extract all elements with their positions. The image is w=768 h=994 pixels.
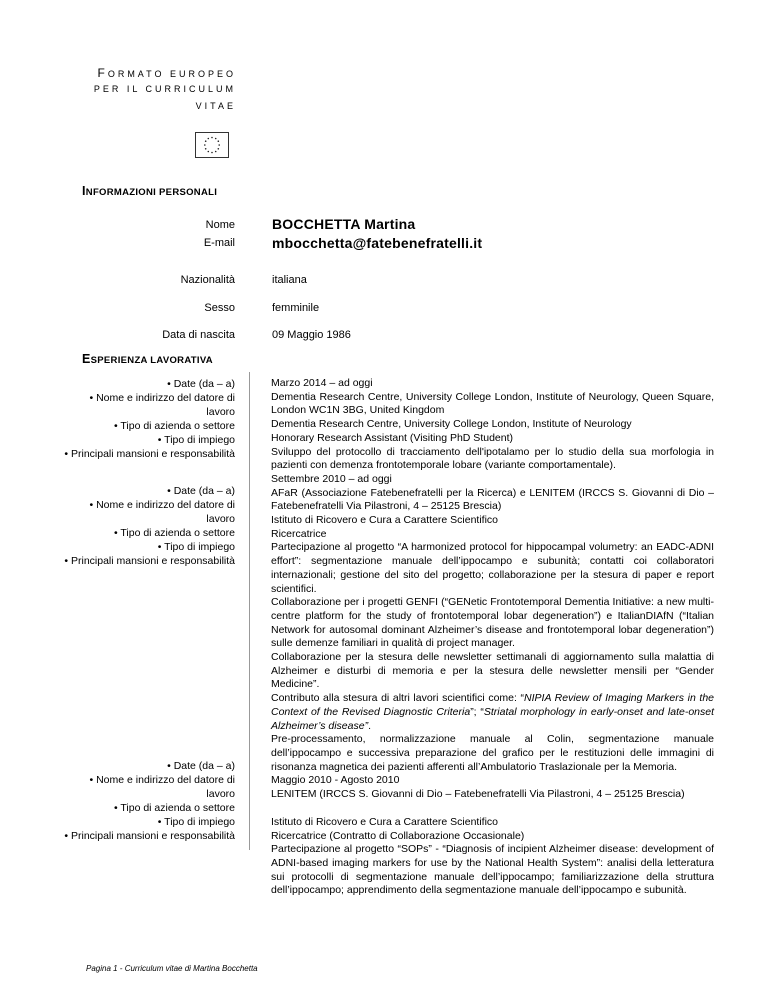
job-2-date: Settembre 2010 – ad oggi [271,472,392,485]
sector-label: • Tipo di azienda o settore [113,527,235,539]
job-3-duties: Partecipazione al progetto “SOPs” - “Diagnosis of incipient Alzheimer disease: development of ADNI-based imaging markers for use by the National Health System”: analisi della letteratura sui protocolli di segmentazione manuale dell’ippocampo; familiarizzazione della struttura dell’ippocampo; apprendimento della segmentazione manuale dell’ippocampo e subunità. [271,843,714,897]
job-1-labels [25,377,235,461]
job-2-duties-2: Collaborazione per i progetti GENFI (“GENetic Frontotemporal Dementia Initiative: a new multi-centre platform for the study of frontotemporal lobar degeneration”) e ItalianDIAfN (“Italian Network for autosomal dominant Alzheimer’s disease and frontotemporal lobar degeneration”) sulle demenze familiari in qualità di project manager. [271,596,714,650]
job-2-duties-4: Contributo alla stesura di altri lavori scientifici come: “NIPIA Review of Imaging Markers in the Context of the Revised Diagnostic Criteria”; “Striatal morphology in early-onset and late-onset Alzheimer’s disease”. [271,692,715,732]
job-1-sector: Dementia Research Centre, University College London, Institute of Neurology [271,418,632,431]
employer-label: • Nome e indirizzo del datore di [89,774,235,786]
sex-label: Sesso [204,302,235,314]
cv-title-line3: VITAE [195,101,236,111]
job-2-duties-1: Partecipazione al progetto “A harmonized protocol for hippocampal volumetry: an EADC-ADNI effort”: segmentazione manuale dell’ippocampo e subunità; contatti coi collaboratori internazionali; gestione del sito del progetto; collaborazione per la stesura di paper e report scientifici. [271,541,714,595]
email-value[interactable]: mbocchetta@fatebenefratelli.it [272,235,483,251]
name-value: BOCCHETTA Martina [272,216,416,232]
job-type-label: • Tipo di impiego [157,816,235,828]
duties-label: • Principali mansioni e responsabilità [64,555,235,567]
sector-label: • Tipo di azienda o settore [113,420,235,432]
employer-label-cont: lavoro [206,406,235,418]
section-personal-info: INFORMAZIONI PERSONALI [82,184,218,198]
job-2-sector: Istituto di Ricovero e Cura a Carattere Scientifico [271,514,499,527]
job-1-employer: Dementia Research Centre, University College London, Institute of Neurology, Queen Square, London WC1N 3BG, United Kingdom [271,390,714,417]
cv-title-line2: PER IL CURRICULUM [93,84,236,94]
sector-label: • Tipo di azienda o settore [113,802,235,814]
job-3-labels [25,759,235,843]
sex-value: femminile [272,302,320,314]
job-2-duties-5: Pre-processamento, normalizzazione manuale al Colin, segmentazione manuale dell’ippocampo e successiva preparazione del grafico per le restituzioni delle immagini di risonanza magnetica dei pazienti afferenti all’Ambulatorio Traslazionale per la Memoria. [271,733,714,773]
job-3-employer: LENITEM (IRCCS S. Giovanni di Dio – Fatebenefratelli Via Pilastroni, 4 – 25125 Brescia) [271,788,685,801]
duties-label: • Principali mansioni e responsabilità [64,830,235,842]
eu-flag-icon [195,132,229,158]
job-3-date: Maggio 2010 - Agosto 2010 [271,774,400,787]
employer-label: • Nome e indirizzo del datore di [89,392,235,404]
employer-label-cont: lavoro [206,513,235,525]
job-2-type: Ricercatrice [271,527,327,540]
date-label: • Date (da – a) [167,485,235,497]
section-work-experience: ESPERIENZA LAVORATIVA [82,352,213,366]
job-2-employer: AFaR (Associazione Fatebenefratelli per la Ricerca) e LENITEM (IRCCS S. Giovanni di Dio – Fatebenefratelli Via Pilastroni, 4 – 25125 Brescia) [271,486,714,513]
job-type-label: • Tipo di impiego [157,434,235,446]
duties-label: • Principali mansioni e responsabilità [64,448,235,460]
work-experience-text [271,377,714,898]
job-3-type: Ricercatrice (Contratto di Collaborazione Occasionale) [271,829,525,842]
date-label: • Date (da – a) [167,760,235,772]
page-footer: Pagina 1 - Curriculum vitae di Martina Bocchetta [86,964,258,973]
date-label: • Date (da – a) [167,378,235,390]
job-1-date: Marzo 2014 – ad oggi [271,377,373,389]
nationality-value: italiana [272,274,307,286]
job-1-type: Honorary Research Assistant (Visiting PhD Student) [271,431,514,444]
birth-date-value: 09 Maggio 1986 [272,329,351,341]
job-2-labels [25,484,235,568]
job-1-duties: Sviluppo del protocollo di tracciamento dell'ipotalamo per lo studio della sua morfologia in pazienti con demenza frontotemporale lobare (variante comportamentale). [271,445,714,472]
name-label: Nome [205,219,235,231]
job-type-label: • Tipo di impiego [157,541,235,553]
job-2-duties-3: Collaborazione per la stesura delle newsletter settimanali di aggiornamento sulla malattia di Alzheimer e disturbi di memoria e per la stesura delle newsletter mensili per “Gender Medicine”. [271,651,714,691]
employer-label-cont: lavoro [206,788,235,800]
employer-label: • Nome e indirizzo del datore di [89,499,235,511]
job-3-sector: Istituto di Ricovero e Cura a Carattere Scientifico [271,815,499,828]
email-label: E-mail [203,237,235,249]
cv-title-line1: FORMATO EUROPEO [97,66,236,80]
birth-date-label: Data di nascita [162,329,235,341]
column-divider [249,372,250,850]
nationality-label: Nazionalità [180,274,235,286]
